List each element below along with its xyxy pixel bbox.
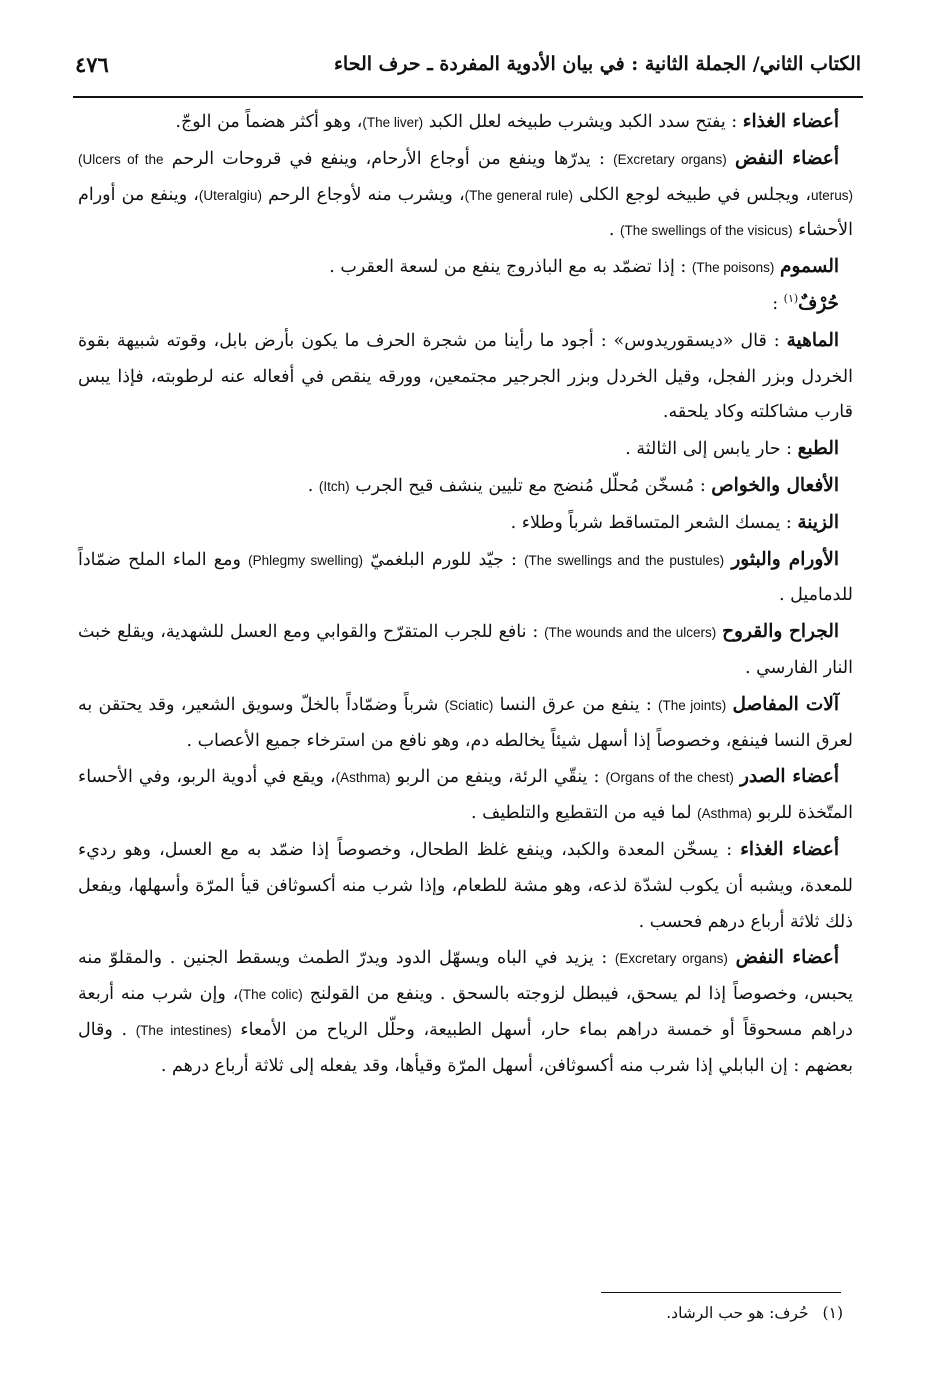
- paragraph-digestive-organs-1: [78, 104, 853, 141]
- paragraph-text: ، ويشرب منه لأوجاع الرحم: [261, 184, 465, 205]
- english-term: (Phlegmy swelling): [248, 552, 364, 568]
- running-title: الكتاب الثاني/ الجملة الثانية : في بيان الأدوية المفردة ـ حرف الحاء: [333, 53, 861, 75]
- paragraph-text: لما فيه من التقطيع والتلطيف .: [470, 803, 698, 824]
- english-term: (The intestines): [135, 1022, 232, 1038]
- term-label: الطبع: [797, 438, 839, 460]
- paragraph-text: : إذا تضمّد به مع الباذروج ينفع من لسعة العقرب .: [329, 257, 692, 278]
- paragraph-text: : ينقّي الرئة، وينفع من الربو: [390, 767, 606, 788]
- english-term: (Uteralgiu): [198, 187, 262, 203]
- footnote: [666, 1304, 843, 1322]
- paragraph-text: : حار يابس إلى الثالثة .: [625, 439, 798, 460]
- term-label: الزينة: [797, 511, 839, 533]
- paragraph-nature: [78, 323, 853, 431]
- paragraph-text: ومع الماء الملح ضمّاداً للدماميل .: [78, 549, 853, 606]
- paragraph-text: .: [307, 475, 319, 496]
- english-term: (Asthma): [335, 770, 391, 786]
- paragraph-text: : يزيد في الباه ويسهّل الدود ويدرّ الطمث ويسقط الجنين . والمقلوّ منه يحبس، وخصوصاً إذا لم يسحق، فيبطل لزوجته بالسحق . وينفع من القولنج: [78, 948, 854, 1005]
- term-label: الأفعال والخواص: [711, 474, 839, 496]
- english-term: (The poisons): [691, 260, 775, 276]
- english-term: (Itch): [318, 478, 350, 494]
- paragraph-text: : يفتح سدد الكبد ويشرب طبيخه لعلل الكبد: [423, 112, 743, 132]
- english-term: (The general rule): [464, 187, 574, 203]
- term-label: السموم: [780, 256, 839, 278]
- footnote-number: (١): [822, 1304, 843, 1322]
- paragraph-cosmetics: [78, 505, 853, 542]
- term-label: أعضاء النفض: [734, 147, 839, 169]
- english-term: (Ulcers of the uterus): [78, 151, 854, 203]
- english-term: (The liver): [362, 115, 424, 130]
- page-number: ٤٧٦: [75, 51, 109, 77]
- paragraph-excretory-organs-1: [78, 141, 853, 249]
- english-term: (Asthma): [697, 806, 752, 822]
- term-label: آلات المفاصل: [732, 693, 839, 715]
- term-label: الجراح والقروح: [722, 621, 839, 643]
- paragraph-digestive-organs-2: [78, 832, 853, 940]
- english-term: (The joints): [658, 697, 727, 713]
- entry-heading-hurf: [78, 286, 853, 323]
- paragraph-actions-properties: [78, 468, 853, 505]
- paragraph-temperament: [78, 431, 853, 468]
- paragraph-text: : يدرّها وينفع من أوجاع الأرحام، وينفع في قروحات الرحم: [163, 148, 614, 169]
- term-label: الأورام والبثور: [731, 548, 839, 570]
- english-term: (The swellings and the pustules): [524, 552, 725, 568]
- paragraph-wounds: [78, 614, 853, 687]
- footnote-ref: (١): [783, 292, 799, 306]
- page-header: [75, 44, 861, 84]
- term-label: أعضاء النفض: [735, 947, 839, 969]
- footnote-rule: [601, 1292, 841, 1293]
- paragraph-text: : مُسخّن مُحلّل مُنضج مع تليين ينشف قيح الجرب: [349, 475, 712, 496]
- paragraph-text: ، ويجلس في طبيخه لوجع الكلى: [573, 184, 811, 205]
- paragraph-text: : جيّد للورم البلغميّ: [363, 549, 525, 570]
- paragraph-text: ، وإن شرب منه أربعة دراهم مسحوقاً أو خمسة دراهم بماء حار، أسهل الطبيعة، وحلّل الرياح من الأمعاء: [78, 984, 853, 1040]
- english-term: (Excretary organs): [613, 151, 727, 167]
- term-label: أعضاء الغذاء: [740, 838, 839, 860]
- english-term: (Excretary organs): [614, 951, 728, 967]
- paragraph-text: ، ويقع في أدوية الربو، وفي الأحساء المتّخذة للربو: [78, 767, 853, 824]
- paragraph-text: : نافع للجرب المتقرّح والقوابي ومع العسل للشهدية، ويقلع خبث النار الفارسي .: [78, 622, 853, 678]
- page-body: [78, 104, 853, 1085]
- paragraph-text: : يسخّن المعدة والكبد، وينفع غلظ الطحال، وخصوصاً إذا ضمّد به مع العسل، وهو رديء للمعدة، ويشبه أن يكوب لشدّة لذعه، وهو مشة للطعام، وإذا شرب منه أكسوثافن قيأ المرّة وأسهلها، ويفعل ذلك ثلاثة أرباع درهم فحسب .: [78, 839, 853, 932]
- paragraph-swellings: [78, 542, 853, 615]
- english-term: (Sciatic): [444, 697, 494, 713]
- paragraph-poisons: [78, 249, 853, 286]
- paragraph-joints: [78, 687, 853, 760]
- footnote-text: حُرف: هو حب الرشاد.: [666, 1304, 809, 1322]
- paragraph-chest: [78, 759, 853, 832]
- entry-heading: حُرْفٌ: [798, 292, 839, 314]
- paragraph-text: : ينفع من عرق النسا: [493, 694, 659, 715]
- paragraph-text: [728, 948, 736, 968]
- term-label: الماهية: [786, 329, 839, 351]
- header-rule: [73, 96, 863, 98]
- term-label: أعضاء الغذاء: [742, 111, 839, 132]
- paragraph-text: [727, 149, 735, 169]
- paragraph-text: .: [608, 220, 621, 241]
- paragraph-text: شرباً وضمّاداً بالخلّ وسويق الشعير، وقد يحتقن به لعرق النسا فينفع، وخصوصاً إذا أسهل شيئاً يخالطه دم، وهو نافع من استرخاء جميع الأعصاب .: [78, 694, 853, 751]
- english-term: (The wounds and the ulcers): [544, 625, 717, 641]
- paragraph-text: ، وهو أكثر هضماً من الوجّ.: [175, 112, 363, 132]
- heading-suffix: :: [772, 293, 784, 314]
- term-label: أعضاء الصدر: [740, 766, 839, 788]
- paragraph-text: . وقال بعضهم : إن البابلي إذا شرب منه أكسوثافن، أسهل المرّة وقيأها، وقد يفعله إلى ثلاثة أرباع درهم .: [78, 1019, 853, 1076]
- paragraph-text: : يمسك الشعر المتساقط شرباً وطلاء .: [510, 512, 798, 533]
- english-term: (The swellings of the visicus): [620, 223, 793, 239]
- paragraph-excretory-organs-2: [78, 940, 853, 1084]
- english-term: (The colic): [238, 987, 303, 1003]
- paragraph-text: : قال «ديسقوريدوس» : أجود ما رأينا من شجرة الحرف ما يكون بأرض بابل، وقوته شبيهة بقوة الخردل وبزر الفجل، وقيل الخردل وبزر الجرجير مجتمعين، وورقه ينقص في أفعاله عنه لرطوبته، فإذا يبس قارب مشاكلته وكاد يلحقه.: [78, 330, 853, 423]
- english-term: (Organs of the chest): [605, 770, 734, 786]
- paragraph-text: ، وينفع من أورام الأحشاء: [78, 184, 853, 241]
